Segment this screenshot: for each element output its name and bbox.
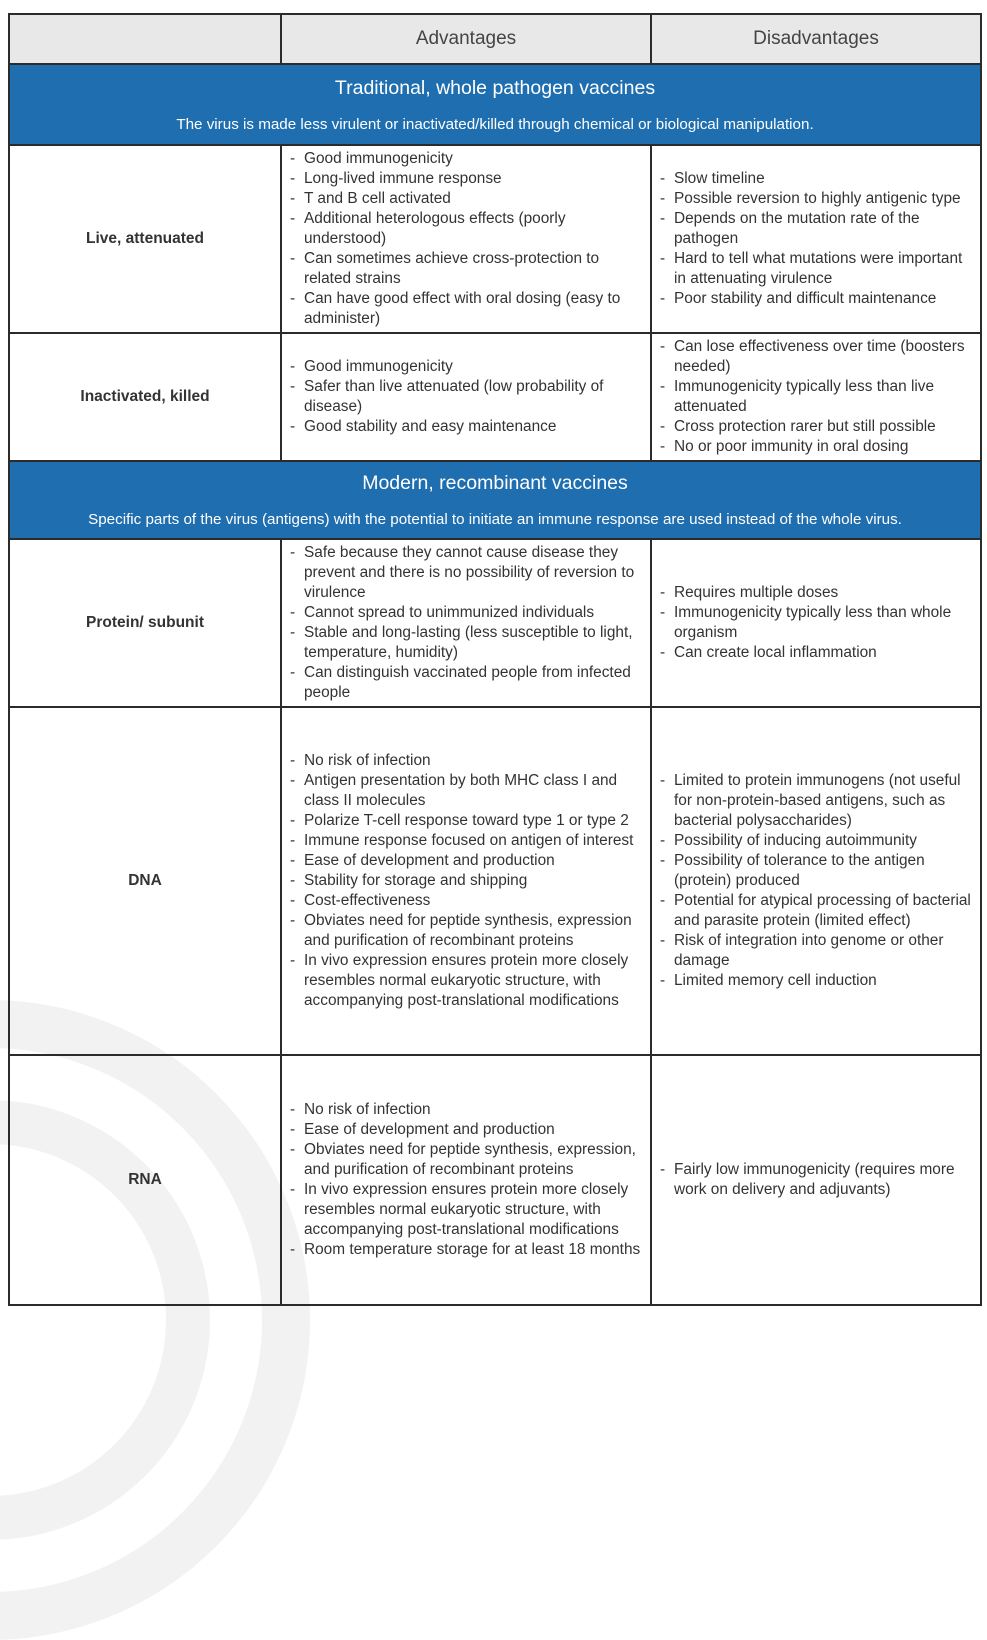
list-item: - Long-lived immune response xyxy=(290,169,644,189)
list-item: - Obviates need for peptide synthesis, expression, and purification of recombinant proteins xyxy=(290,1140,644,1180)
advantages-cell xyxy=(281,145,651,333)
list-item: - Ease of development and production xyxy=(290,1120,644,1140)
list-item: - Limited memory cell induction xyxy=(660,971,974,991)
disadvantages-cell xyxy=(651,707,981,1055)
row-label: Protein/ subunit xyxy=(9,539,281,707)
advantages-cell xyxy=(281,539,651,707)
header-advantages: Advantages xyxy=(281,14,651,64)
disadvantages-cell xyxy=(651,145,981,333)
section-header-modern xyxy=(9,461,981,539)
list-item: - Good immunogenicity xyxy=(290,149,644,169)
list-item: - Polarize T-cell response toward type 1 or type 2 xyxy=(290,811,644,831)
header-disadvantages: Disadvantages xyxy=(651,14,981,64)
list-item: - Immune response focused on antigen of interest xyxy=(290,831,644,851)
list-item: - Cannot spread to unimmunized individuals xyxy=(290,603,644,623)
vaccine-comparison-table xyxy=(8,13,982,1306)
list-item: - Obviates need for peptide synthesis, expression and purification of recombinant proteins xyxy=(290,911,644,951)
row-label: DNA xyxy=(9,707,281,1055)
section-subtitle: Specific parts of the virus (antigens) with the potential to initiate an immune response are used instead of the whole virus. xyxy=(88,511,902,528)
table-row xyxy=(9,1055,981,1305)
list-item: - Can distinguish vaccinated people from infected people xyxy=(290,663,644,703)
row-label: Live, attenuated xyxy=(9,145,281,333)
list-item: - Possible reversion to highly antigenic type xyxy=(660,189,974,209)
row-label: RNA xyxy=(9,1055,281,1305)
table-row xyxy=(9,145,981,333)
list-item: - Additional heterologous effects (poorly understood) xyxy=(290,209,644,249)
list-item: - In vivo expression ensures protein more closely resembles normal eukaryotic structure, with accompanying post-translational modifications xyxy=(290,1180,644,1240)
table-row xyxy=(9,539,981,707)
disadvantages-cell xyxy=(651,539,981,707)
list-item: - Ease of development and production xyxy=(290,851,644,871)
list-item: - Poor stability and difficult maintenance xyxy=(660,289,974,309)
list-item: - Cost-effectiveness xyxy=(290,891,644,911)
row-label: Inactivated, killed xyxy=(9,333,281,461)
list-item: - In vivo expression ensures protein more closely resembles normal eukaryotic structure, with accompanying post-translational modifications xyxy=(290,951,644,1011)
section-subtitle: The virus is made less virulent or inactivated/killed through chemical or biological manipulation. xyxy=(176,115,814,133)
list-item: - Cross protection rarer but still possible xyxy=(660,417,974,437)
list-item: - Immunogenicity typically less than whole organism xyxy=(660,603,974,643)
list-item: - Stability for storage and shipping xyxy=(290,871,644,891)
header-empty xyxy=(9,14,281,64)
table-row xyxy=(9,333,981,461)
list-item: - Requires multiple doses xyxy=(660,583,974,603)
section-title: Traditional, whole pathogen vaccines xyxy=(334,76,656,99)
list-item: - Good stability and easy maintenance xyxy=(290,417,644,437)
header-row xyxy=(9,14,981,64)
list-item: - Possibility of tolerance to the antigen (protein) produced xyxy=(660,851,974,891)
list-item: - Slow timeline xyxy=(660,169,974,189)
list-item: - Can have good effect with oral dosing (easy to administer) xyxy=(290,289,644,329)
list-item: - Fairly low immunogenicity (requires more work on delivery and adjuvants) xyxy=(660,1160,974,1200)
list-item: - Immunogenicity typically less than live attenuated xyxy=(660,377,974,417)
section-header-traditional xyxy=(9,64,981,145)
list-item: - Safe because they cannot cause disease they prevent and there is no possibility of reversion to virulence xyxy=(290,543,644,603)
advantages-cell xyxy=(281,333,651,461)
list-item: - Stable and long-lasting (less susceptible to light, temperature, humidity) xyxy=(290,623,644,663)
list-item: - Possibility of inducing autoimmunity xyxy=(660,831,974,851)
list-item: - Can lose effectiveness over time (boosters needed) xyxy=(660,337,974,377)
advantages-cell xyxy=(281,1055,651,1305)
list-item: - Depends on the mutation rate of the pathogen xyxy=(660,209,974,249)
list-item: - Can create local inflammation xyxy=(660,643,974,663)
list-item: - Hard to tell what mutations were important in attenuating virulence xyxy=(660,249,974,289)
section-title: Modern, recombinant vaccines xyxy=(362,472,628,494)
list-item: - Can sometimes achieve cross-protection to related strains xyxy=(290,249,644,289)
disadvantages-cell xyxy=(651,1055,981,1305)
list-item: - Limited to protein immunogens (not useful for non-protein-based antigens, such as bacterial polysaccharides) xyxy=(660,771,974,831)
list-item: - No risk of infection xyxy=(290,1100,644,1120)
list-item: - Risk of integration into genome or other damage xyxy=(660,931,974,971)
table-row xyxy=(9,707,981,1055)
list-item: - No risk of infection xyxy=(290,751,644,771)
list-item: - Room temperature storage for at least 18 months xyxy=(290,1240,644,1260)
list-item: - Safer than live attenuated (low probability of disease) xyxy=(290,377,644,417)
list-item: - Potential for atypical processing of bacterial and parasite protein (limited effect) xyxy=(660,891,974,931)
disadvantages-cell xyxy=(651,333,981,461)
list-item: - Antigen presentation by both MHC class I and class II molecules xyxy=(290,771,644,811)
advantages-cell xyxy=(281,707,651,1055)
list-item: - T and B cell activated xyxy=(290,189,644,209)
list-item: - Good immunogenicity xyxy=(290,357,644,377)
list-item: - No or poor immunity in oral dosing xyxy=(660,437,974,457)
